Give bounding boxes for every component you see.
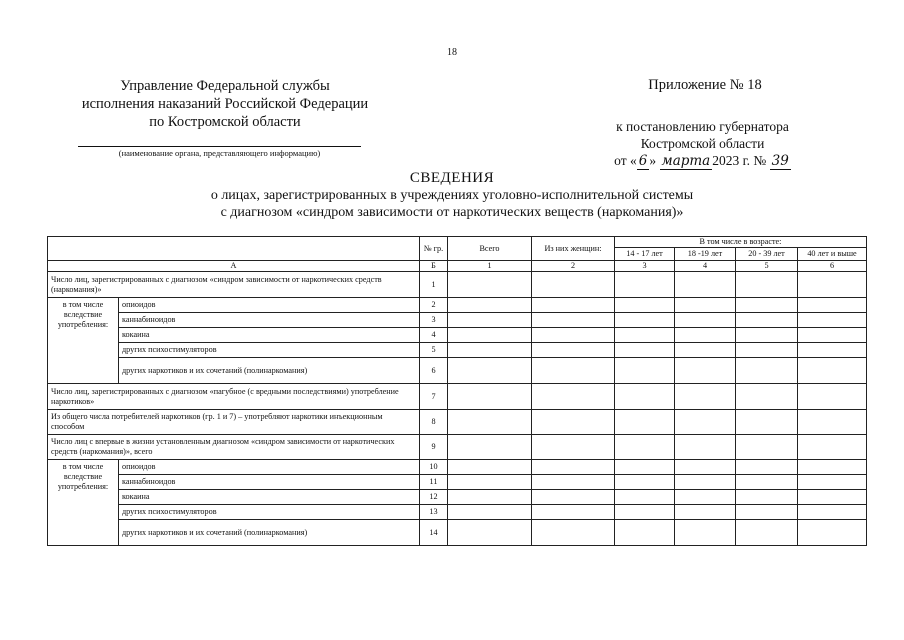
cell-age-40-plus[interactable] bbox=[798, 475, 867, 490]
date-day: 6 bbox=[638, 153, 648, 169]
row-label: других наркотиков и их сочетаний (полинаркомания) bbox=[119, 520, 420, 546]
cell-total[interactable] bbox=[448, 328, 532, 343]
date-month: марта bbox=[661, 153, 711, 169]
cell-age-14-17[interactable] bbox=[615, 313, 675, 328]
row-number: 9 bbox=[420, 435, 448, 460]
header-age-group: В том числе в возрасте: bbox=[615, 237, 867, 248]
substance-group-label: в том числе вследствие употребления: bbox=[48, 298, 119, 384]
cell-age-40-plus[interactable] bbox=[798, 328, 867, 343]
cell-age-40-plus[interactable] bbox=[798, 505, 867, 520]
table-row bbox=[48, 343, 867, 358]
col-code-b: Б bbox=[420, 261, 448, 272]
authority-caption: (наименование органа, представляющего информацию) bbox=[118, 148, 321, 158]
row-label: других психостимуляторов bbox=[119, 343, 420, 358]
row-number: 12 bbox=[420, 490, 448, 505]
cell-age-18-19[interactable] bbox=[675, 313, 736, 328]
cell-women[interactable] bbox=[532, 460, 615, 475]
cell-age-18-19[interactable] bbox=[675, 298, 736, 313]
cell-age-18-19[interactable] bbox=[675, 272, 736, 298]
row-number: 8 bbox=[420, 410, 448, 435]
cell-age-20-39[interactable] bbox=[736, 460, 798, 475]
row-label: других психостимуляторов bbox=[119, 505, 420, 520]
table-row bbox=[48, 475, 867, 490]
cell-age-18-19[interactable] bbox=[675, 410, 736, 435]
statistics-table bbox=[47, 236, 867, 546]
cell-women[interactable] bbox=[532, 272, 615, 298]
cell-age-40-plus[interactable] bbox=[798, 343, 867, 358]
cell-age-40-plus[interactable] bbox=[798, 460, 867, 475]
cell-age-40-plus[interactable] bbox=[798, 490, 867, 505]
row-number: 7 bbox=[420, 384, 448, 410]
table-row bbox=[48, 328, 867, 343]
cell-age-14-17[interactable] bbox=[615, 328, 675, 343]
cell-age-18-19[interactable] bbox=[675, 343, 736, 358]
appendix-line-1: к постановлению губернатора bbox=[616, 119, 789, 134]
cell-age-14-17[interactable] bbox=[615, 298, 675, 313]
row-number: 14 bbox=[420, 520, 448, 546]
row-label: кокаина bbox=[119, 490, 420, 505]
cell-age-18-19[interactable] bbox=[675, 520, 736, 546]
cell-age-20-39[interactable] bbox=[736, 520, 798, 546]
cell-total[interactable] bbox=[448, 298, 532, 313]
row-label: кокаина bbox=[119, 328, 420, 343]
appendix-title: Приложение № 18 bbox=[648, 77, 762, 93]
authority-line-2: исполнения наказаний Российской Федерации bbox=[81, 96, 369, 112]
col-code-1: 1 bbox=[448, 261, 532, 272]
table-row bbox=[48, 358, 867, 384]
header-age-18-19: 18 -19 лет bbox=[675, 248, 736, 261]
row-number: 13 bbox=[420, 505, 448, 520]
cell-age-14-17[interactable] bbox=[615, 410, 675, 435]
cell-age-20-39[interactable] bbox=[736, 410, 798, 435]
row-label: опиоидов bbox=[119, 460, 420, 475]
cell-age-40-plus[interactable] bbox=[798, 384, 867, 410]
row-number: 3 bbox=[420, 313, 448, 328]
cell-total[interactable] bbox=[448, 343, 532, 358]
heading-title: СВЕДЕНИЯ bbox=[409, 170, 495, 186]
cell-age-18-19[interactable] bbox=[675, 475, 736, 490]
col-code-a: А bbox=[48, 261, 420, 272]
cell-age-14-17[interactable] bbox=[615, 520, 675, 546]
appendix-line-2: Костромской области bbox=[640, 136, 765, 151]
header-age-14-17: 14 - 17 лет bbox=[615, 248, 675, 261]
header-age-20-39: 20 - 39 лет bbox=[736, 248, 798, 261]
cell-age-20-39[interactable] bbox=[736, 384, 798, 410]
cell-women[interactable] bbox=[532, 328, 615, 343]
cell-age-40-plus[interactable] bbox=[798, 298, 867, 313]
table-row bbox=[48, 520, 867, 546]
cell-total[interactable] bbox=[448, 520, 532, 546]
cell-age-20-39[interactable] bbox=[736, 435, 798, 460]
cell-age-40-plus[interactable] bbox=[798, 358, 867, 384]
appendix-reference bbox=[580, 118, 825, 170]
cell-total[interactable] bbox=[448, 460, 532, 475]
row-label: опиоидов bbox=[119, 298, 420, 313]
cell-age-14-17[interactable] bbox=[615, 460, 675, 475]
header-women: Из них женщин: bbox=[532, 237, 615, 261]
cell-age-20-39[interactable] bbox=[736, 272, 798, 298]
cell-total[interactable] bbox=[448, 435, 532, 460]
table-row bbox=[48, 272, 867, 298]
cell-women[interactable] bbox=[532, 410, 615, 435]
authority-line-3: по Костромской области bbox=[149, 114, 301, 130]
row-label: каннабиноидов bbox=[119, 475, 420, 490]
cell-women[interactable] bbox=[532, 505, 615, 520]
cell-total[interactable] bbox=[448, 490, 532, 505]
cell-women[interactable] bbox=[532, 313, 615, 328]
cell-age-40-plus[interactable] bbox=[798, 435, 867, 460]
table-row bbox=[48, 313, 867, 328]
table-row bbox=[48, 298, 867, 313]
cell-age-14-17[interactable] bbox=[615, 384, 675, 410]
col-code-2: 2 bbox=[532, 261, 615, 272]
cell-age-20-39[interactable] bbox=[736, 475, 798, 490]
cell-age-18-19[interactable] bbox=[675, 358, 736, 384]
cell-women[interactable] bbox=[532, 435, 615, 460]
cell-total[interactable] bbox=[448, 505, 532, 520]
cell-women[interactable] bbox=[532, 520, 615, 546]
row-number: 4 bbox=[420, 328, 448, 343]
cell-total[interactable] bbox=[448, 313, 532, 328]
authority-line-1: Управление Федеральной службы bbox=[120, 78, 330, 94]
cell-women[interactable] bbox=[532, 358, 615, 384]
cell-age-14-17[interactable] bbox=[615, 505, 675, 520]
heading-line-1: о лицах, зарегистрированных в учреждениях уголовно-исполнительной системы bbox=[210, 188, 694, 203]
row-number: 2 bbox=[420, 298, 448, 313]
cell-total[interactable] bbox=[448, 410, 532, 435]
table-row bbox=[48, 384, 867, 410]
cell-age-20-39[interactable] bbox=[736, 328, 798, 343]
table-row bbox=[48, 460, 867, 475]
cell-age-18-19[interactable] bbox=[675, 435, 736, 460]
row-number: 5 bbox=[420, 343, 448, 358]
header-num: № гр. bbox=[420, 237, 448, 261]
table-row bbox=[48, 410, 867, 435]
cell-age-40-plus[interactable] bbox=[798, 410, 867, 435]
cell-women[interactable] bbox=[532, 384, 615, 410]
cell-age-40-plus[interactable] bbox=[798, 272, 867, 298]
table-row bbox=[48, 435, 867, 460]
document-number: 39 bbox=[771, 153, 789, 169]
cell-age-20-39[interactable] bbox=[736, 358, 798, 384]
cell-women[interactable] bbox=[532, 343, 615, 358]
cell-age-20-39[interactable] bbox=[736, 490, 798, 505]
cell-age-18-19[interactable] bbox=[675, 460, 736, 475]
cell-age-18-19[interactable] bbox=[675, 490, 736, 505]
cell-women[interactable] bbox=[532, 298, 615, 313]
row-label: каннабиноидов bbox=[119, 313, 420, 328]
table-row bbox=[48, 505, 867, 520]
row-label: других наркотиков и их сочетаний (полинаркомания) bbox=[119, 358, 420, 384]
substance-group-label-first-time: в том числе вследствие употребления: bbox=[48, 460, 119, 546]
cell-age-18-19[interactable] bbox=[675, 505, 736, 520]
row-number: 1 bbox=[420, 272, 448, 298]
page-number: 18 bbox=[447, 47, 457, 58]
cell-total[interactable] bbox=[448, 272, 532, 298]
row-label: Число лиц, зарегистрированных с диагнозом «синдром зависимости от наркотических средств (наркомания)» bbox=[48, 272, 420, 298]
row-label: Число лиц с впервые в жизни установленным диагнозом «синдром зависимости от наркотических средств (наркомания)», всего bbox=[48, 435, 420, 460]
cell-age-20-39[interactable] bbox=[736, 505, 798, 520]
row-number: 10 bbox=[420, 460, 448, 475]
cell-age-18-19[interactable] bbox=[675, 328, 736, 343]
date-mid-2: 2023 г. № bbox=[712, 153, 767, 168]
table-row bbox=[48, 490, 867, 505]
cell-women[interactable] bbox=[532, 490, 615, 505]
cell-age-20-39[interactable] bbox=[736, 343, 798, 358]
header-age-40-plus: 40 лет и выше bbox=[798, 248, 867, 261]
header-blank bbox=[48, 237, 420, 261]
row-label: Число лиц, зарегистрированных с диагнозом «пагубное (с вредными последствиями) употребление наркотиков» bbox=[48, 384, 420, 410]
cell-age-20-39[interactable] bbox=[736, 298, 798, 313]
cell-age-18-19[interactable] bbox=[675, 384, 736, 410]
cell-age-14-17[interactable] bbox=[615, 435, 675, 460]
authority-underline bbox=[78, 146, 361, 147]
col-code-6: 6 bbox=[798, 261, 867, 272]
authority-name bbox=[60, 77, 390, 131]
row-number: 6 bbox=[420, 358, 448, 384]
col-code-3: 3 bbox=[615, 261, 675, 272]
cell-age-14-17[interactable] bbox=[615, 343, 675, 358]
appendix-date-line bbox=[580, 152, 825, 170]
cell-total[interactable] bbox=[448, 475, 532, 490]
cell-age-14-17[interactable] bbox=[615, 490, 675, 505]
date-prefix: от « bbox=[614, 153, 637, 168]
cell-age-40-plus[interactable] bbox=[798, 520, 867, 546]
cell-age-14-17[interactable] bbox=[615, 272, 675, 298]
cell-age-40-plus[interactable] bbox=[798, 313, 867, 328]
heading-line-2: с диагнозом «синдром зависимости от наркотических веществ (наркомания)» bbox=[220, 205, 684, 220]
col-code-4: 4 bbox=[675, 261, 736, 272]
cell-age-14-17[interactable] bbox=[615, 358, 675, 384]
row-number: 11 bbox=[420, 475, 448, 490]
document-heading bbox=[0, 170, 904, 221]
cell-women[interactable] bbox=[532, 475, 615, 490]
header-total: Всего bbox=[448, 237, 532, 261]
date-mid-1: » bbox=[649, 153, 657, 168]
cell-total[interactable] bbox=[448, 358, 532, 384]
cell-total[interactable] bbox=[448, 384, 532, 410]
cell-age-20-39[interactable] bbox=[736, 313, 798, 328]
row-label: Из общего числа потребителей наркотиков (гр. 1 и 7) – употребляют наркотики инъекционным способом bbox=[48, 410, 420, 435]
col-code-5: 5 bbox=[736, 261, 798, 272]
cell-age-14-17[interactable] bbox=[615, 475, 675, 490]
